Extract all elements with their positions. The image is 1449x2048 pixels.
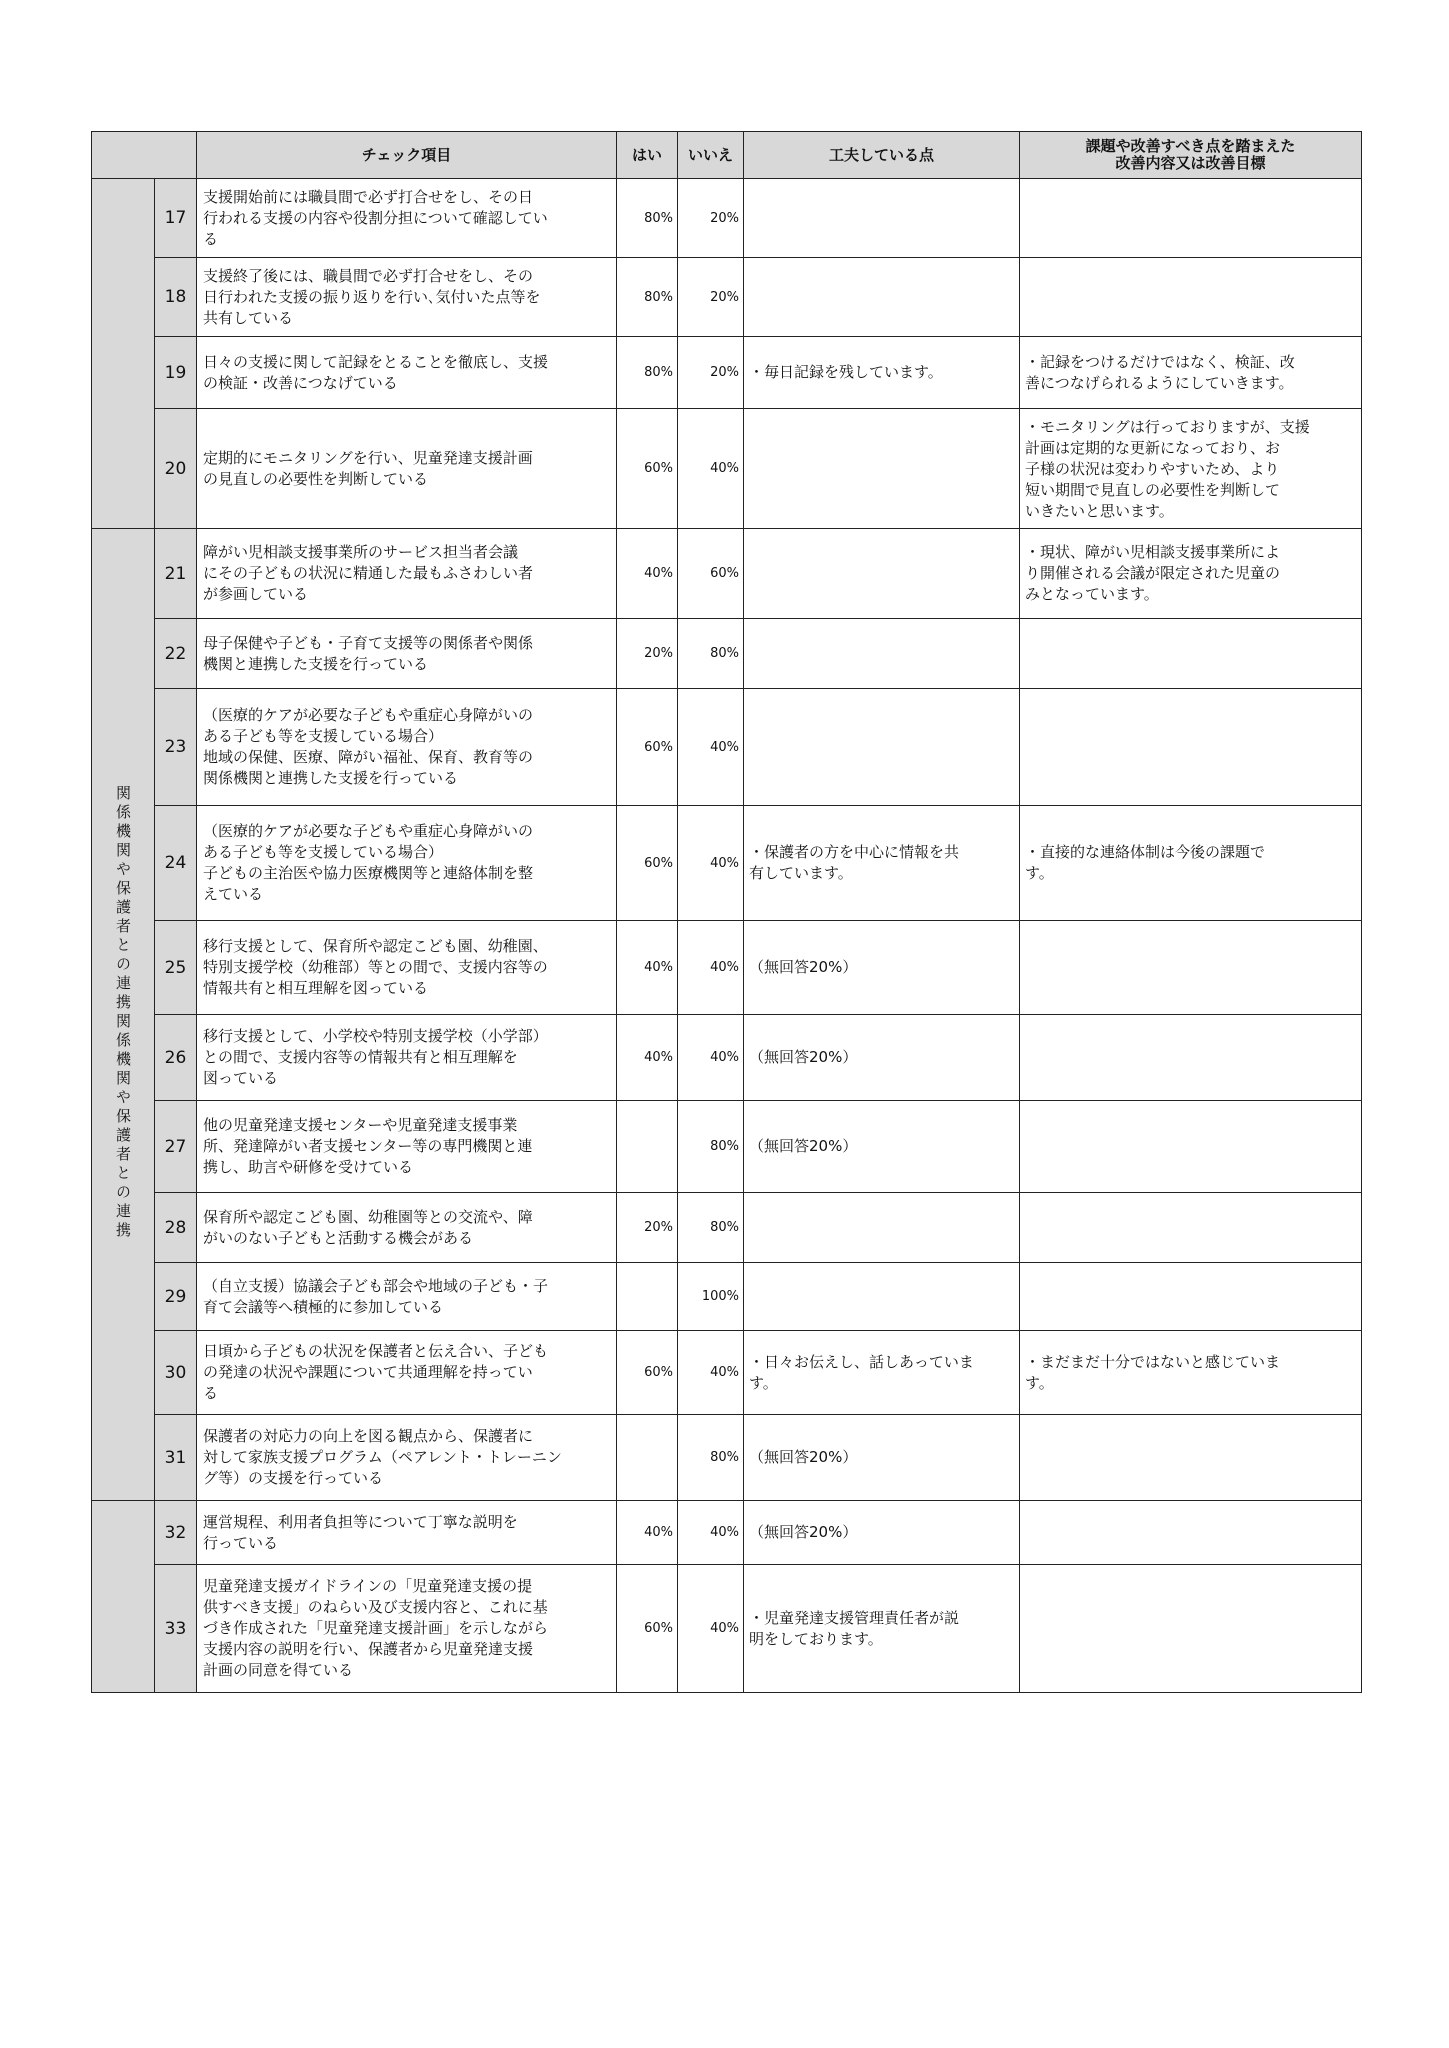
row-number: 31 [155, 1415, 197, 1501]
no-percent: 20% [678, 258, 744, 337]
table-row [92, 1415, 1362, 1501]
yes-percent [617, 1263, 678, 1331]
improvement-text [1020, 179, 1362, 258]
table-row [92, 529, 1362, 619]
yes-percent: 80% [617, 179, 678, 258]
improvement-text [1020, 1415, 1362, 1501]
table-row [92, 806, 1362, 921]
effort-text: （無回答20%） [744, 1501, 1020, 1565]
yes-percent [617, 1101, 678, 1193]
no-percent: 80% [678, 1415, 744, 1501]
effort-text: ・保護者の方を中心に情報を共 有しています。 [744, 806, 1020, 921]
yes-percent: 60% [617, 1331, 678, 1415]
row-number: 30 [155, 1331, 197, 1415]
improvement-text: ・まだまだ十分ではないと感じていま す。 [1020, 1331, 1362, 1415]
yes-percent: 60% [617, 409, 678, 529]
improvement-text: ・記録をつけるだけではなく、検証、改 善につなげられるようにしていきます。 [1020, 337, 1362, 409]
header-blank [92, 132, 197, 179]
no-percent: 80% [678, 1193, 744, 1263]
table-row [92, 1565, 1362, 1693]
no-percent: 20% [678, 337, 744, 409]
check-item-text: 障がい児相談支援事業所のサービス担当者会議 にその子どもの状況に精通した最もふさわしい者 が参画している [197, 529, 617, 619]
no-percent: 40% [678, 1331, 744, 1415]
effort-text: （無回答20%） [744, 921, 1020, 1015]
row-number: 17 [155, 179, 197, 258]
effort-text [744, 1263, 1020, 1331]
table-row [92, 179, 1362, 258]
check-item-text: 児童発達支援ガイドラインの「児童発達支援の提 供すべき支援」のねらい及び支援内容と、これに基 づき作成された「児童発達支援計画」を示しながら 支援内容の説明を行い、保護者から児童発達支援 計画の同意を得ている [197, 1565, 617, 1693]
row-number: 27 [155, 1101, 197, 1193]
table-row [92, 1331, 1362, 1415]
header-effort: 工夫している点 [744, 132, 1020, 179]
table-row [92, 619, 1362, 689]
improvement-text [1020, 619, 1362, 689]
table-row [92, 1015, 1362, 1101]
check-item-text: 日頃から子どもの状況を保護者と伝え合い、子ども の発達の状況や課題について共通理解を持ってい る [197, 1331, 617, 1415]
table-row [92, 921, 1362, 1015]
yes-percent: 40% [617, 1501, 678, 1565]
no-percent: 40% [678, 1015, 744, 1101]
table-row [92, 1101, 1362, 1193]
row-number: 21 [155, 529, 197, 619]
row-number: 19 [155, 337, 197, 409]
check-item-text: 保護者の対応力の向上を図る観点から、保護者に 対して家族支援プログラム（ペアレント・トレーニン グ等）の支援を行っている [197, 1415, 617, 1501]
check-item-text: 移行支援として、小学校や特別支援学校（小学部） との間で、支援内容等の情報共有と相互理解を 図っている [197, 1015, 617, 1101]
yes-percent: 80% [617, 258, 678, 337]
header-check-item: チェック項目 [197, 132, 617, 179]
table-row [92, 409, 1362, 529]
table-row [92, 1263, 1362, 1331]
improvement-text: ・現状、障がい児相談支援事業所によ り開催される会議が限定された児童の みとなっています。 [1020, 529, 1362, 619]
no-percent: 80% [678, 1101, 744, 1193]
yes-percent [617, 1415, 678, 1501]
improvement-text: ・モニタリングは行っておりますが、支援 計画は定期的な更新になっており、お 子様の状況は変わりやすいため、より 短い期間で見直しの必要性を判断して いきたいと思います。 [1020, 409, 1362, 529]
check-item-text: 支援開始前には職員間で必ず打合せをし、その日 行われる支援の内容や役割分担について確認してい る [197, 179, 617, 258]
check-item-text: （自立支援）協議会子ども部会や地域の子ども・子 育て会議等へ積極的に参加している [197, 1263, 617, 1331]
effort-text [744, 409, 1020, 529]
row-number: 18 [155, 258, 197, 337]
table-body [92, 179, 1362, 1693]
header-no: いいえ [678, 132, 744, 179]
row-number: 22 [155, 619, 197, 689]
check-item-text: 支援終了後には、職員間で必ず打合せをし、その 日行われた支援の振り返りを行い､気付いた点等を 共有している [197, 258, 617, 337]
check-item-text: 日々の支援に関して記録をとることを徹底し、支援 の検証・改善につなげている [197, 337, 617, 409]
effort-text [744, 689, 1020, 806]
improvement-text [1020, 1263, 1362, 1331]
check-item-text: 他の児童発達支援センターや児童発達支援事業 所、発達障がい者支援センター等の専門機関と連 携し、助言や研修を受けている [197, 1101, 617, 1193]
check-item-text: （医療的ケアが必要な子どもや重症心身障がいの ある子ども等を支援している場合） 子どもの主治医や協力医療機関等と連絡体制を整 えている [197, 806, 617, 921]
no-percent: 20% [678, 179, 744, 258]
check-item-text: （医療的ケアが必要な子どもや重症心身障がいの ある子ども等を支援している場合） 地域の保健、医療、障がい福祉、保育、教育等の 関係機関と連携した支援を行っている [197, 689, 617, 806]
yes-percent: 60% [617, 806, 678, 921]
effort-text: （無回答20%） [744, 1101, 1020, 1193]
effort-text: ・日々お伝えし、話しあっていま す。 [744, 1331, 1020, 1415]
check-item-text: 運営規程、利用者負担等について丁寧な説明を 行っている [197, 1501, 617, 1565]
row-number: 32 [155, 1501, 197, 1565]
effort-text [744, 258, 1020, 337]
effort-text [744, 1193, 1020, 1263]
improvement-text [1020, 921, 1362, 1015]
table-row [92, 1501, 1362, 1565]
improvement-text: ・直接的な連絡体制は今後の課題で す。 [1020, 806, 1362, 921]
improvement-text [1020, 258, 1362, 337]
category-label: 関係機関や保護者との連携関係機関や保護者との連携 [114, 784, 132, 1241]
table-row [92, 258, 1362, 337]
improvement-text [1020, 1565, 1362, 1693]
row-number: 26 [155, 1015, 197, 1101]
no-percent: 80% [678, 619, 744, 689]
no-percent: 40% [678, 1565, 744, 1693]
yes-percent: 60% [617, 689, 678, 806]
no-percent: 40% [678, 409, 744, 529]
improvement-text [1020, 689, 1362, 806]
yes-percent: 80% [617, 337, 678, 409]
row-number: 29 [155, 1263, 197, 1331]
category-cell-collaboration [92, 529, 155, 1501]
header-yes: はい [617, 132, 678, 179]
row-number: 28 [155, 1193, 197, 1263]
effort-text: ・児童発達支援管理責任者が説 明をしております。 [744, 1565, 1020, 1693]
table-row [92, 689, 1362, 806]
no-percent: 40% [678, 1501, 744, 1565]
category-cell-blank-1 [92, 179, 155, 529]
effort-text [744, 179, 1020, 258]
no-percent: 100% [678, 1263, 744, 1331]
improvement-text [1020, 1193, 1362, 1263]
effort-text: （無回答20%） [744, 1015, 1020, 1101]
header-row [92, 132, 1362, 179]
yes-percent: 40% [617, 529, 678, 619]
row-number: 33 [155, 1565, 197, 1693]
no-percent: 40% [678, 689, 744, 806]
effort-text: ・毎日記録を残しています。 [744, 337, 1020, 409]
evaluation-table [91, 131, 1362, 1693]
effort-text [744, 619, 1020, 689]
no-percent: 60% [678, 529, 744, 619]
no-percent: 40% [678, 921, 744, 1015]
check-item-text: 保育所や認定こども園、幼稚園等との交流や、障 がいのない子どもと活動する機会がある [197, 1193, 617, 1263]
check-item-text: 母子保健や子ども・子育て支援等の関係者や関係 機関と連携した支援を行っている [197, 619, 617, 689]
effort-text [744, 529, 1020, 619]
category-cell-blank-2 [92, 1501, 155, 1693]
yes-percent: 40% [617, 1015, 678, 1101]
improvement-text [1020, 1501, 1362, 1565]
table-row [92, 337, 1362, 409]
check-item-text: 移行支援として、保育所や認定こども園、幼稚園、 特別支援学校（幼稚部）等との間で、支援内容等の 情報共有と相互理解を図っている [197, 921, 617, 1015]
row-number: 23 [155, 689, 197, 806]
yes-percent: 20% [617, 619, 678, 689]
improvement-text [1020, 1101, 1362, 1193]
row-number: 20 [155, 409, 197, 529]
yes-percent: 20% [617, 1193, 678, 1263]
effort-text: （無回答20%） [744, 1415, 1020, 1501]
header-improvement: 課題や改善すべき点を踏まえた 改善内容又は改善目標 [1020, 132, 1362, 179]
row-number: 25 [155, 921, 197, 1015]
table-row [92, 1193, 1362, 1263]
improvement-text [1020, 1015, 1362, 1101]
check-item-text: 定期的にモニタリングを行い、児童発達支援計画 の見直しの必要性を判断している [197, 409, 617, 529]
yes-percent: 40% [617, 921, 678, 1015]
row-number: 24 [155, 806, 197, 921]
no-percent: 40% [678, 806, 744, 921]
yes-percent: 60% [617, 1565, 678, 1693]
